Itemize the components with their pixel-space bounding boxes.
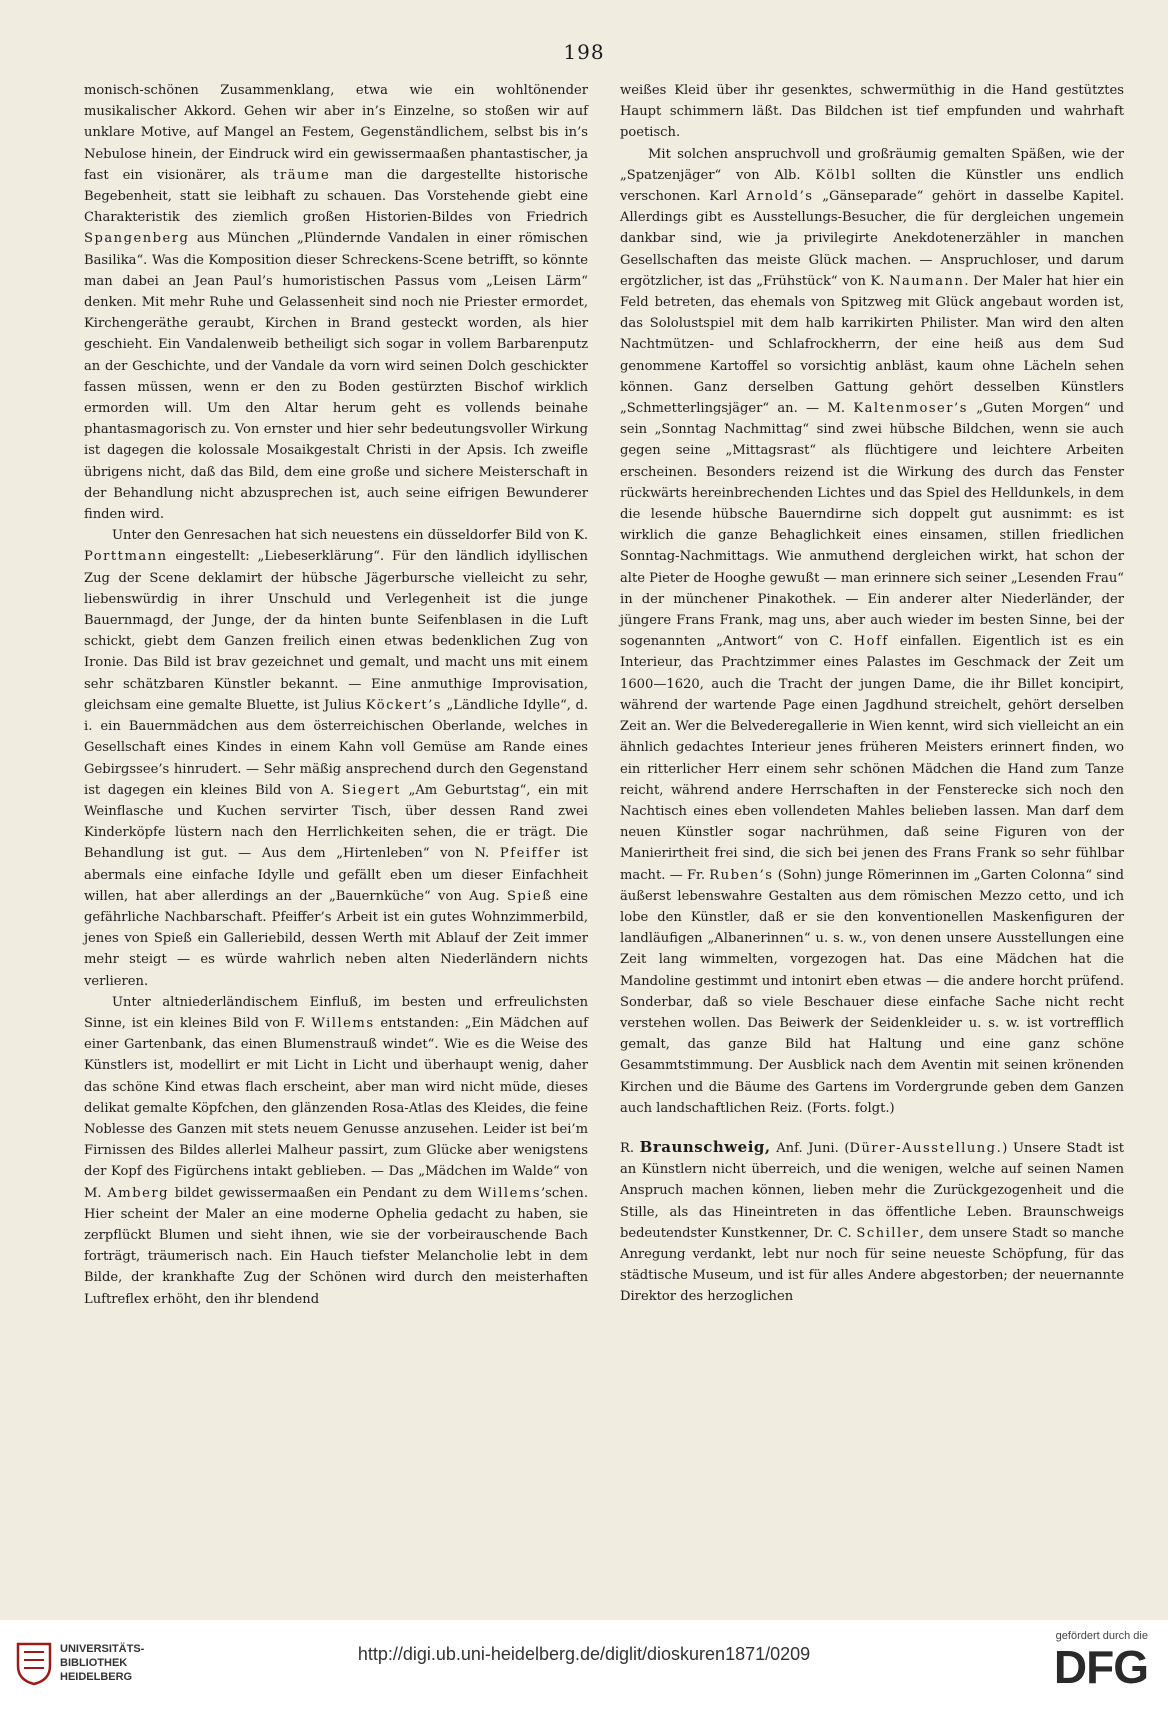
paragraph: [84, 80, 588, 525]
spaced-name: träume: [273, 167, 331, 183]
spaced-name: Hoff: [853, 634, 889, 650]
funder-caption: gefördert durch die: [1055, 1630, 1148, 1642]
text-run: eingestellt: „Liebeserklärung“. Für den ländlich idyllischen Zug der Scene deklamirt der hübsche Jägerbursche vielleicht zu sehr, liebenswürdig in ihrer Unschuld und Verlegenheit ist die junge Bauernmagd, der Junge, der da hinten bunte Seifenblasen in die Luft schickt, giebt dem Ganzen freilich einen etwas bedenklichen Zug von Ironie. Das Bild ist brav gezeichnet und gemalt, und macht uns mit einem sehr schätzbaren Künstler bekannt. — Eine anmuthige Improvisation, gleichsam eine gemalte Bluette, ist Julius: [84, 549, 588, 713]
spaced-name: Kaltenmoser’s: [853, 401, 968, 417]
text-run: Mit solchen anspruchvoll und großräumig gemalten Späßen, wie der „Spatzenjäger“ von Alb.: [620, 146, 1124, 183]
text-run: man die dargestellte historische Begebenheit, statt sie leibhaft zu schauen. Das Vorstehende giebt eine Charakteristik des ziemlich großen Historien-Bildes von Friedrich: [84, 167, 588, 226]
text-run: (Sohn) junge Römerinnen im „Garten Colonna“ sind äußerst lebenswahre Gestalten aus dem römischen Mezzo cetto, und ich lobe den Künstler, daß er sie den konventionellen Maskenfiguren der landläufigen „Albanerinnen“ u. s. w., von denen unsere Ausstellungen eine Zeit lang wimmelten, vorgezogen hat. Das eine Mädchen hat die Mandoline gestimmt und intonirt eben etwas — die andere horcht prüfend. Sonderbar, daß so viele Beschauer diese einfache Sache nicht recht verstehen wollen. Das Beiwerk der Seidenkleider u. s. w. ist vortrefflich gemalt, das ganze Bild hat Haltung und eine ganz schöne Gesammtstimmung. Der Ausblick nach dem Aventin mit seinen krönenden Kirchen und die Bäume des Gartens im Vordergrunde geben dem Ganzen auch landschaftlichen Reiz. (Forts. folgt.): [620, 867, 1124, 1116]
spaced-name: Kölbl: [815, 167, 857, 183]
library-line-2: BIBLIOTHEK: [60, 1657, 128, 1669]
text-run: einfallen. Eigentlich ist es ein Interieur, das Prachtzimmer eines Palastes im Geschmack der Zeit um 1600—1620, auch die Tracht der jungen Dame, die ihr Billet koncipirt, während der wartende Page einen Jagdhund streichelt, gehört derselben Zeit an. Wer die Belvederegallerie in Wien kennt, wird sich vielleicht an ein ähnlich gedachtes Interieur jenes früheren Meisters erinnert finden, wo ein ritterlicher Herr einem sehr schönen Mädchen die Hand zum Tanze reicht, während andere Herrschaften in der Fensterecke sich noch den Nachtisch eines eben vollendeten Mahles belieben lassen. Man darf dem neuen Künstler sogar nachrühmen, daß seine Figuren von der Manierirtheit frei sind, die sich bei jenen des Frans Frank so sehr fühlbar macht. — Fr.: [620, 634, 1124, 883]
dateline-place: Braunschweig,: [639, 1137, 771, 1156]
text-run: ’schen. Hier scheint der Maler an eine moderne Ophelia gedacht zu haben, sie zerpflückt Blumen und sieht ihnen, wie sie der vorbeirauschende Bach forträgt, träumerisch nach. Ein Hauch tiefster Melancholie lebt in dem Bilde, der krankhafte Zug der Schönen wird durch den meisterhaften Luftreflex erhöht, den ihr blendend: [84, 1185, 589, 1307]
footer-bar: [0, 1620, 1168, 1712]
spaced-name: Willems: [311, 1015, 375, 1031]
funder-logo: [1018, 1630, 1148, 1702]
library-line-1: UNIVERSITÄTS-: [60, 1643, 145, 1655]
text-run: ) Unsere Stadt ist an Künstlern nicht überreich, und die wenigen, welche auf seinen Namen Anspruch machen können, lieben mehr die Zurückgezogenheit und die Stille, als das Hineintreten in das öffentliche Leben. Braunschweigs bedeutendster Kunstkenner, Dr. C.: [620, 1140, 1124, 1241]
spaced-name: Spieß: [506, 888, 553, 904]
text-run: sollten die Künstler uns endlich verschonen. Karl: [620, 167, 1124, 205]
spaced-name: Spangenberg: [84, 231, 190, 247]
text-run: bildet gewissermaaßen ein Pendant zu dem: [168, 1185, 478, 1201]
text-run: . Der Maler hat hier ein Feld betreten, das ehemals von Spitzweg mit Glück angebaut worden ist, das Sololustspiel mit dem halb karrikirten Philister. Man wird den alten Nachtmützen- und Schlafrockherrn, der eine heiß aus dem Sud genommene Kartoffel so vorsichtig anbläst, kaum ohne Lächeln sehen können. Ganz derselben Gattung gehört desselben Künstlers „Schmetterlingsjäger“ an. — M.: [620, 273, 1124, 417]
text-run: R.: [620, 1140, 640, 1156]
text-run: aus München „Plündernde Vandalen in einer römischen Basilika“. Was die Komposition dieser Schreckens-Scene betrifft, so könnte man dabei an Jean Paul’s humoristischen Passus vom „Leisen Lärm“ denken. Mit mehr Ruhe und Gelassenheit sind noch nie Priester ermordet, Kirchengeräthe geraubt, Kirchen in Brand gesteckt worden, als hier geschieht. Ein Vandalenweib betheiligt sich sogar in vollem Barbarenputz an der Geschichte, und der Vandale da vorn wird seinen Dolch geschickter fassen müssen, wenn er den zu Boden gestürzten Bischof wirklich ermorden will. Um den Altar herum geht es vollends beinahe phantasmagorisch zu. Von ernster und hier sehr bedeutungsvoller Wirkung ist dagegen die kolossale Mosaikgestalt Christi in der Apsis. Ich zweifle übrigens nicht, daß das Bild, dem eine große und sichere Meisterschaft in der Behandlung nicht abzusprechen ist, auch seine eifrigen Bewunderer finden wird.: [84, 231, 588, 523]
spaced-name: Pfeiffer: [499, 846, 562, 862]
paragraph: [620, 80, 1124, 144]
paragraph: [620, 1137, 1124, 1308]
spaced-name: Porttmann: [84, 549, 168, 565]
source-url-link[interactable]: http://digi.ub.uni-heidelberg.de/diglit/dioskuren1871/0209: [357, 1644, 811, 1664]
text-run: Anf. Juni. (: [770, 1140, 850, 1156]
text-run: entstanden: „Ein Mädchen auf einer Gartenbank, das einen Blumenstrauß windet“. Wie es die Weise des Künstlers ist, modellirt er mit Licht in Licht und überhaupt wenig, daher das schöne Kind etwas flach erscheint, aber man wird nicht müde, dieses delikat gemalte Köpfchen, den glänzenden Rosa-Atlas des Kleides, die feine Noblesse des Ganzen mit stets neuem Genusse anzusehen. Leider ist bei’m Firnissen des Bildes allerlei Malheur passirt, zum Glücke aber wenigstens der Kopf des Figürchens intakt geblieben. — Das „Mädchen im Walde“ von M.: [84, 1015, 588, 1201]
spaced-name: Naumann: [889, 273, 965, 289]
spaced-name: Siegert: [341, 782, 401, 798]
text-run: Unter den Genresachen hat sich neuestens ein düsseldorfer Bild von K.: [112, 528, 588, 544]
spaced-name: Willems: [477, 1185, 542, 1201]
text-run: ist abermals eine einfache Idylle und gefällt eben um dieser Einfachheit willen, hat aber allerdings an der „Bauernküche“ von Aug.: [84, 846, 588, 904]
text-run: „Ländliche Idylle“, d. i. ein Bauernmädchen aus dem österreichischen Oberlande, welches in Gesellschaft eines Kindes in einem Kahn voll Gemüse am Rande eines Gebirgssee’s hinrudert. — Sehr mäßig ansprechend durch den Gegenstand ist dagegen ein kleines Bild von A.: [84, 697, 588, 798]
page-number: 198: [563, 40, 605, 64]
spaced-name: Ruben’s: [709, 867, 774, 883]
text-run: eine gefährliche Nachbarschaft. Pfeiffer’s Arbeit ist ein gutes Wohnzimmerbild, jenes von Spieß ein Galleriebild, dessen Werth mit Ablauf der Zeit immer mehr steigt — es würde wahrlich neben alten Niederländern nichts verlieren.: [84, 888, 588, 989]
text-run: „Guten Morgen“ und sein „Sonntag Nachmittag“ sind zwei hübsche Bildchen, wenn sie auch gegen seine „Mittagsrast“ als flüchtigere und leichtere Arbeiten erscheinen. Besonders reizend ist die Wirkung des durch das Fenster rückwärts hereinbrechenden Lichtes und das Spiel des Helldunkels, in dem die lesende hübsche Bauerndirne sich doppelt gut ausnimmt: es ist wirklich die ganze Behaglichkeit eines einsamen, stillen friedlichen Sonntag-Nachmittags. Wie anmuthend dergleichen wirkt, hat schon der alte Pieter de Hooghe gewußt — man erinnere sich seiner „Lesenden Frau“ in der münchener Pinakothek. — Ein anderer alter Niederländer, der jüngere Frans Frank, mag uns, aber auch wieder im besten Sinne, bei der sogenannten „Antwort“ von C.: [620, 401, 1124, 650]
library-line-3: HEIDELBERG: [60, 1671, 133, 1683]
text-run: weißes Kleid über ihr gesenktes, schwermüthig in die Hand gestütztes Haupt schimmern läßt. Das Bildchen ist tief empfunden und wahrhaft poetisch.: [620, 83, 1124, 141]
spaced-name: Arnold’s: [746, 189, 814, 205]
paragraph: [620, 144, 1124, 1119]
spaced-name: Schiller: [856, 1225, 920, 1241]
paragraph: [84, 992, 588, 1310]
dfg-logo-text: DFG: [1053, 1641, 1148, 1693]
text-run: „Am Geburtstag“, ein mit Weinflasche und Kuchen servirter Tisch, über dessen Rand zwei Kinderköpfe lüstern nach den Herrlichkeiten sehen, die er trägt. Die Behandlung ist gut. — Aus dem „Hirtenleben“ von N.: [84, 782, 589, 862]
spaced-name: Amberg: [107, 1185, 169, 1201]
paragraph: [84, 525, 588, 991]
text-run: „Gänseparade“ gehört in dasselbe Kapitel. Allerdings gibt es Ausstellungs-Besucher, die für dergleichen ungemein dankbar sind, wie ja privilegirte Anekdotenerzähler in manchen Gesellschaften das meiste Glück machen. — Anspruchloser, und darum ergötzlicher, ist das „Frühstück“ von K.: [620, 189, 1124, 289]
left-column: [84, 80, 588, 1310]
spaced-name: Köckert’s: [365, 697, 442, 713]
text-run: , dem unsere Stadt so manche Anregung verdankt, lebt nur noch für seine neueste Schöpfung, für das städtische Museum, und ist für alles Andere abgestorben; der neuernannte Direktor des herzoglichen: [620, 1225, 1124, 1305]
text-run: monisch-schönen Zusammenklang, etwa wie ein wohltönender musikalischer Akkord. Gehen wir aber in’s Einzelne, so stoßen wir auf unklare Motive, auf Mangel an Festem, Gegenständlichem, selbst bis in’s Nebulose hinein, der Eindruck wird ein gewissermaaßen phantastischer, ja fast ein visionärer, als: [84, 83, 588, 183]
text-run: Unter altniederländischem Einfluß, im besten und erfreulichsten Sinne, ist ein kleines Bild von F.: [84, 994, 588, 1031]
right-column: [620, 80, 1124, 1308]
spaced-name: Dürer-Ausstellung.: [849, 1140, 1003, 1156]
